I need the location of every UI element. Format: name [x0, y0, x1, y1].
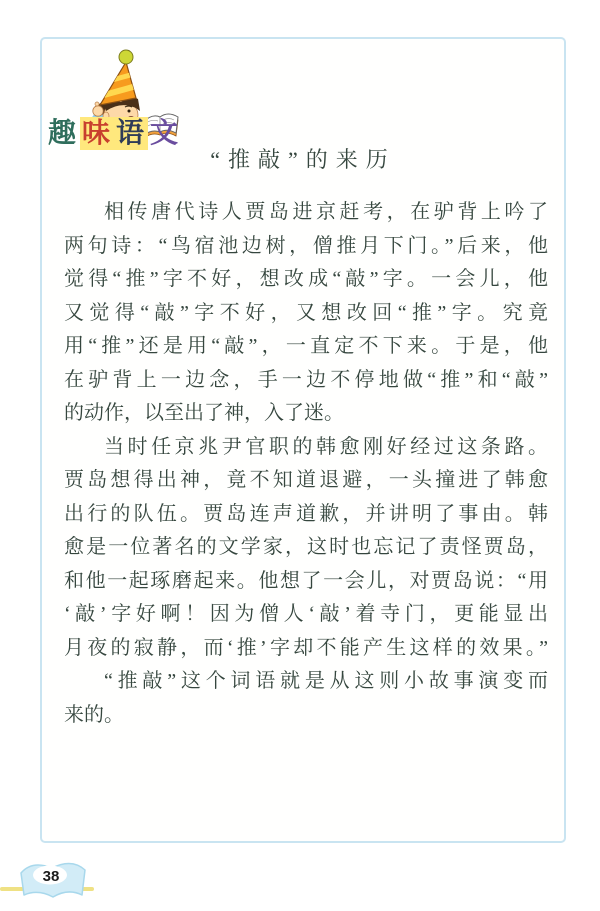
text-line: “推敲”这个词语就是从这则小故事演变而 — [104, 670, 548, 692]
text-line: 和他一起琢磨起来。他想了一会儿，对贾岛说：“用 — [64, 569, 548, 592]
text-line: 出行的队伍。贾岛连声道歉，并讲明了事由。韩 — [64, 502, 548, 525]
page-number: 38 — [42, 868, 60, 885]
page-number-book-icon — [18, 855, 88, 903]
text-line: 在驴背上一边念，手一边不停地做“推”和“敲” — [64, 368, 548, 391]
text-line: 用“推”还是用“敲”，一直定不下来。于是，他 — [64, 335, 548, 357]
logo-char: 味 — [82, 118, 113, 149]
text-line: 两句诗：“鸟宿池边树，僧推月下门。”后来，他 — [64, 234, 548, 257]
logo-char: 文 — [150, 118, 181, 149]
logo-char: 趣 — [48, 118, 79, 149]
logo-char: 语 — [116, 118, 147, 149]
text-line: ‘敲’字好啊！因为僧人‘敲’着寺门，更能显出 — [64, 603, 548, 625]
text-line: 当时任京兆尹官职的韩愈刚好经过这条路。 — [104, 435, 548, 458]
text-line: 相传唐代诗人贾岛进京赶考，在驴背上吟了 — [104, 201, 548, 223]
text-line: 月夜的寂静，而‘推’字却不能产生这样的效果。” — [64, 636, 548, 659]
page-frame — [40, 37, 566, 843]
text-line: 贾岛想得出神，竟不知道退避，一头撞进了韩愈 — [64, 469, 548, 491]
text-line: 愈是一位著名的文学家，这时也忘记了责怪贾岛， — [64, 536, 548, 558]
text-line: 来的。 — [64, 703, 124, 726]
article-body — [64, 196, 548, 732]
text-line: 觉得“推”字不好，想改成“敲”字。一会儿，他 — [64, 268, 548, 290]
text-line: 又觉得“敲”字不好，又想改回“推”字。究竟 — [64, 301, 548, 324]
text-line: 的动作，以至出了神，入了迷。 — [64, 402, 344, 424]
page-title: “推敲”的来历 — [210, 147, 396, 172]
